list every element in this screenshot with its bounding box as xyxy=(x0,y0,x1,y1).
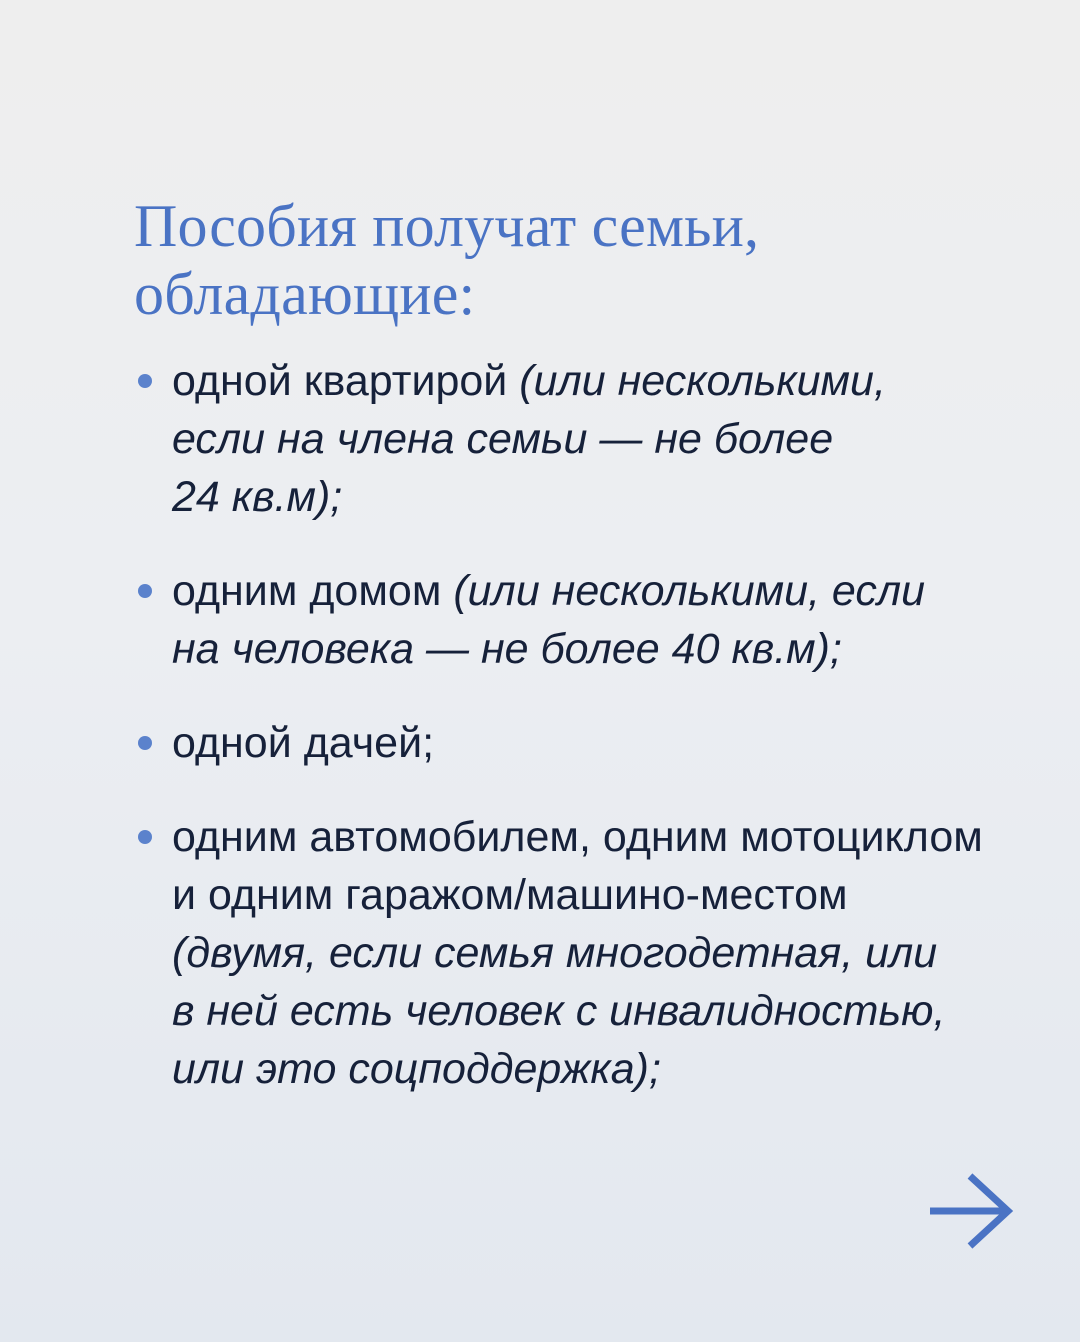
item-line xyxy=(172,1040,1034,1098)
bullet-icon xyxy=(138,736,152,750)
item-line xyxy=(172,714,1034,772)
item-line xyxy=(172,562,1034,620)
item-note: (или несколькими, xyxy=(519,357,886,405)
bullet-list xyxy=(134,352,1034,1134)
bullet-icon xyxy=(138,584,152,598)
item-note: (или несколькими, если xyxy=(453,567,926,615)
list-item-vehicle xyxy=(134,808,1034,1098)
item-text: одной дачей; xyxy=(172,719,435,767)
bullet-icon xyxy=(138,374,152,388)
item-note: если на члена семьи — не более xyxy=(172,415,834,463)
list-item-apartment xyxy=(134,352,1034,526)
item-note: (двумя, если семья многодетная, или xyxy=(172,929,938,977)
item-text: одной квартирой xyxy=(172,357,520,405)
item-note: 24 кв.м); xyxy=(172,473,343,521)
item-note: на человека — не более 40 кв.м); xyxy=(172,625,842,673)
item-line xyxy=(172,620,1034,678)
item-line xyxy=(172,982,1034,1040)
item-text: и одним гаражом/машино-местом xyxy=(172,871,848,919)
item-line xyxy=(172,352,1034,410)
slide-title xyxy=(134,192,759,328)
title-line-2: обладающие: xyxy=(134,261,476,327)
item-line xyxy=(172,924,1034,982)
item-note: или это соцподдержка); xyxy=(172,1045,661,1093)
bullet-icon xyxy=(138,830,152,844)
item-line xyxy=(172,468,1034,526)
item-note: в ней есть человек с инвалидностью, xyxy=(172,987,946,1035)
title-line-1: Пособия получат семьи, xyxy=(134,193,760,259)
item-line xyxy=(172,808,1034,866)
arrow-right-icon[interactable] xyxy=(926,1170,1016,1252)
list-item-house xyxy=(134,562,1034,678)
item-text: одним домом xyxy=(172,567,454,615)
item-line xyxy=(172,866,1034,924)
item-text: одним автомобилем, одним мотоциклом xyxy=(172,813,983,861)
list-item-dacha xyxy=(134,714,1034,772)
item-line xyxy=(172,410,1034,468)
